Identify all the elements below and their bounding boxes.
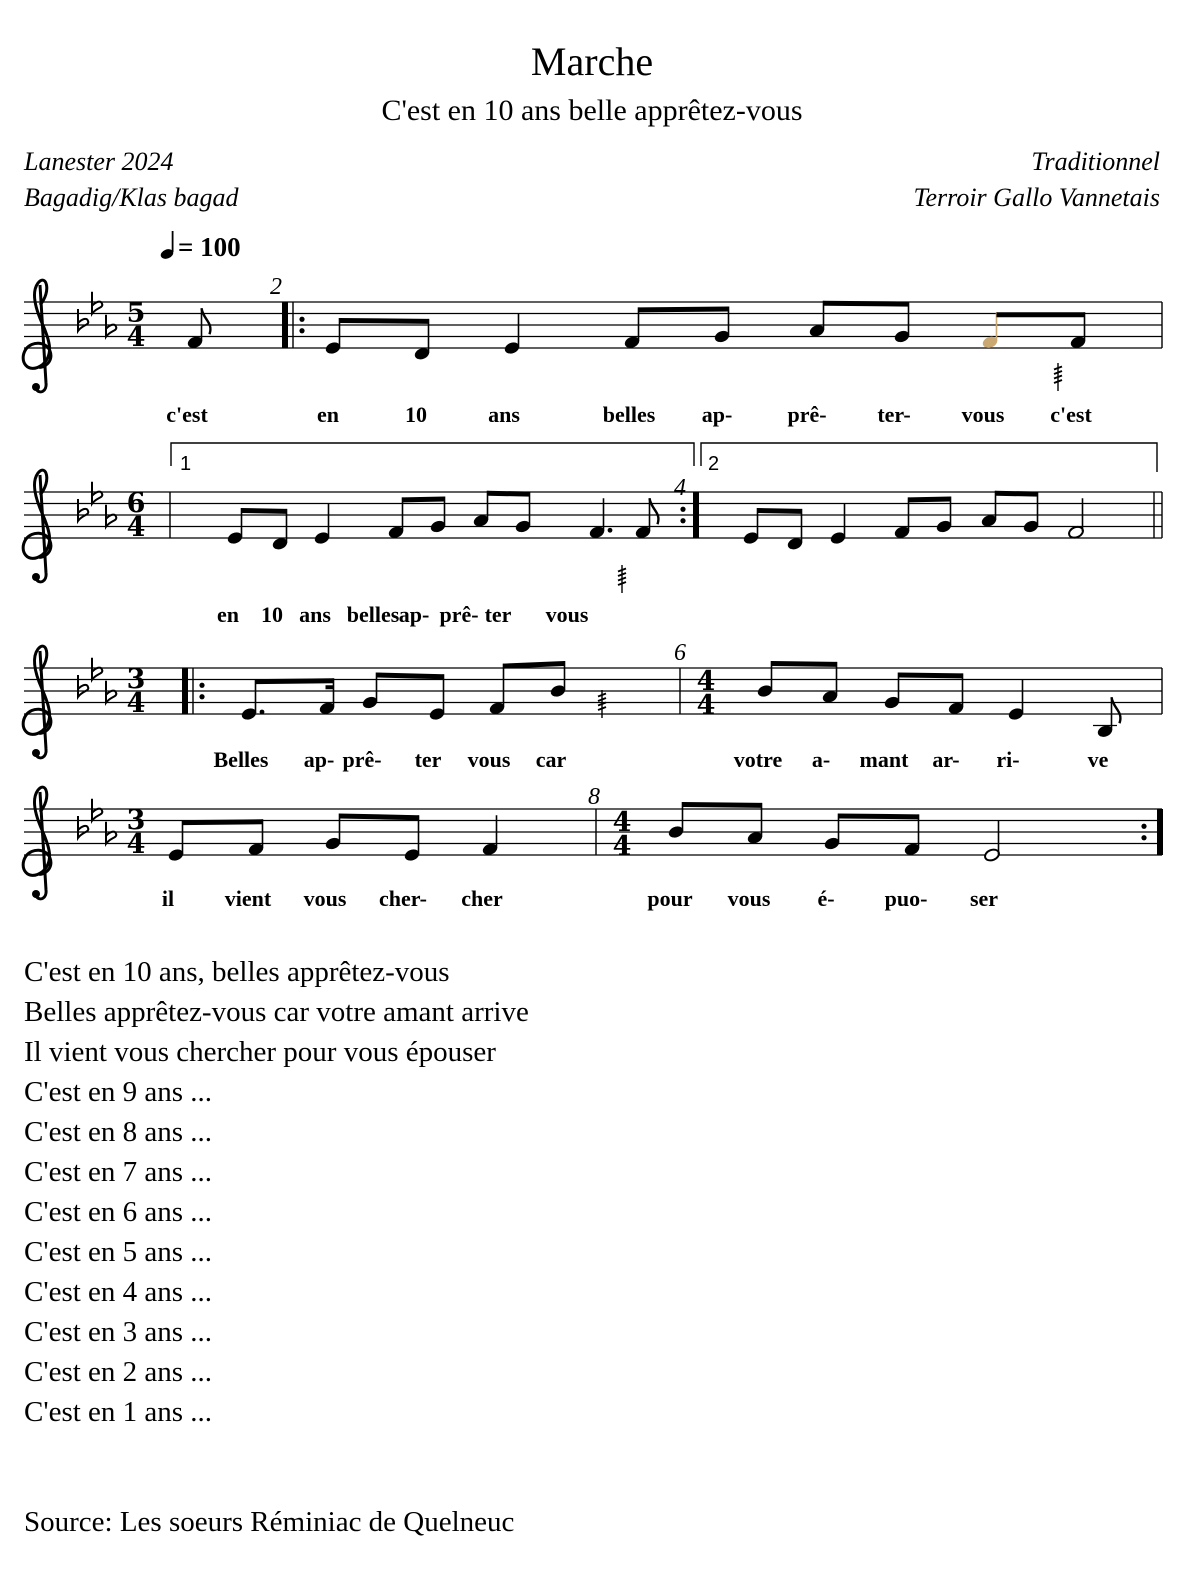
note-flag: [1112, 697, 1121, 723]
verse-line: C'est en 2 ans ...: [24, 1356, 213, 1388]
start-repeat-barline: [282, 302, 288, 348]
beam: [340, 318, 429, 324]
repeat-dot: [680, 507, 685, 512]
lyric-syllable: cher-: [378, 886, 428, 911]
lyric-syllable: ter-: [877, 402, 911, 427]
composer-label: Traditionnel: [1031, 147, 1160, 176]
repeat-dot: [299, 328, 304, 333]
page-title: Marche: [530, 39, 654, 84]
flat-icon: [78, 675, 88, 697]
beam: [403, 497, 445, 503]
lyric-syllable: c'est: [166, 402, 208, 427]
tremolo-slash: [618, 569, 626, 572]
lyric-syllable: ar-: [932, 747, 960, 772]
lyric-syllable: c'est: [1050, 402, 1092, 427]
tremolo-slash: [598, 707, 606, 710]
lyric-syllable: ap-: [701, 402, 733, 427]
lyric-syllable: ap-: [303, 747, 335, 772]
beam: [183, 819, 263, 825]
lyric-syllable: belles: [346, 602, 400, 627]
flat-icon: [106, 315, 116, 337]
region-label: Terroir Gallo Vannetais: [913, 183, 1160, 212]
tremolo-slash: [1054, 371, 1062, 374]
end-repeat-barline: [1157, 809, 1163, 855]
flat-icon: [92, 799, 102, 821]
flat-icon: [78, 309, 88, 331]
time-signature-top: 4: [612, 807, 632, 838]
time-signature-bottom: 4: [126, 829, 146, 860]
measure-number: 2: [270, 274, 282, 300]
lyric-syllable: mant: [859, 747, 909, 772]
lyric-syllable: belles: [602, 402, 656, 427]
repeat-dot: [1141, 835, 1146, 840]
beam: [772, 661, 837, 667]
verse-line: C'est en 10 ans, belles apprêtez-vous: [24, 956, 450, 988]
lyric-syllable: prê-: [342, 747, 382, 772]
time-signature-bottom: 4: [126, 688, 146, 719]
beam: [377, 673, 444, 680]
verse-line: C'est en 9 ans ...: [24, 1076, 213, 1108]
lyric-syllable: ser: [969, 886, 999, 911]
lyric-syllable: vous: [467, 747, 511, 772]
flat-icon: [92, 482, 102, 504]
beam: [839, 814, 919, 820]
tremolo-slash: [618, 578, 626, 581]
verse-line: Belles apprêtez-vous car votre amant arrive: [24, 996, 529, 1028]
volta-bracket-1: [171, 443, 694, 466]
time-signature-bottom: 4: [612, 831, 632, 862]
end-repeat-barline: [693, 492, 699, 538]
augmentation-dot: [608, 528, 613, 533]
lyric-syllable: prê-: [787, 402, 827, 427]
flat-icon: [106, 505, 116, 527]
time-signature-top: 3: [126, 664, 146, 695]
tremolo-slash: [1054, 380, 1062, 383]
lyric-syllable: ri-: [996, 747, 1020, 772]
verse-line: C'est en 6 ans ...: [24, 1196, 213, 1228]
lyric-syllable: en: [317, 402, 339, 427]
volta-label: 2: [708, 453, 720, 475]
time-signature-bottom: 4: [126, 512, 146, 543]
repeat-dot: [680, 518, 685, 523]
beam: [909, 497, 951, 503]
lyric-syllable: vous: [303, 886, 347, 911]
lyric-syllable: vient: [224, 886, 272, 911]
note-flag: [650, 498, 659, 524]
flat-icon: [78, 499, 88, 521]
repeat-dot: [199, 683, 204, 688]
beam: [256, 678, 334, 684]
beam: [639, 307, 729, 313]
volta-label: 1: [180, 453, 192, 475]
flat-icon: [106, 822, 116, 844]
time-signature-top: 6: [126, 488, 146, 519]
repeat-dot: [299, 317, 304, 322]
beam: [824, 301, 909, 307]
beam: [997, 312, 1085, 317]
verse-line: Il vient vous chercher pour vous épouser: [24, 1036, 496, 1068]
lyric-syllable: cher: [461, 886, 503, 911]
lyric-syllable: ans: [299, 602, 331, 627]
tremolo-slash: [598, 698, 606, 701]
tremolo-slash: [618, 582, 626, 585]
beam: [488, 491, 530, 497]
time-signature-bottom: 4: [126, 322, 146, 353]
lyric-syllable: ap-: [398, 602, 430, 627]
beam: [996, 491, 1038, 497]
flat-icon: [78, 816, 88, 838]
verse-line: C'est en 5 ans ...: [24, 1236, 213, 1268]
lyric-syllable: vous: [545, 602, 589, 627]
lyric-syllable: il: [161, 886, 175, 911]
beam: [899, 673, 963, 679]
measure-number: 6: [674, 640, 686, 666]
lyric-syllable: vous: [727, 886, 771, 911]
verse-text: [24, 952, 529, 1432]
measure-number: 8: [588, 784, 600, 810]
verse-line: C'est en 7 ans ...: [24, 1156, 213, 1188]
lyric-syllable: Belles: [213, 747, 269, 772]
flat-icon: [92, 292, 102, 314]
tremolo-slash: [1054, 367, 1062, 370]
score-layer: [23, 274, 1163, 911]
note-flag: [202, 308, 211, 334]
lyric-syllable: ter: [414, 747, 442, 772]
page-subtitle: C'est en 10 ans belle apprêtez-vous: [381, 94, 803, 127]
lyric-syllable: puo-: [884, 886, 928, 911]
ensemble-name: Bagadig/Klas bagad: [24, 183, 239, 212]
verse-line: C'est en 1 ans ...: [24, 1396, 213, 1428]
beam: [340, 814, 419, 821]
measure-number: 4: [674, 475, 686, 501]
beam: [758, 508, 802, 514]
time-signature-top: 3: [126, 805, 146, 836]
time-signature-top: 4: [696, 666, 716, 697]
source-credit: Source: Les soeurs Réminiac de Quelneuc: [24, 1506, 515, 1538]
location-year: Lanester 2024: [24, 147, 174, 176]
lyric-syllable: car: [535, 747, 567, 772]
verse-line: C'est en 3 ans ...: [24, 1316, 213, 1348]
volta-bracket-2: [701, 443, 1157, 472]
lyric-syllable: ter: [484, 602, 512, 627]
repeat-dot: [1141, 824, 1146, 829]
verse-line: C'est en 4 ans ...: [24, 1276, 213, 1308]
time-signature-bottom: 4: [696, 690, 716, 721]
repeat-dot: [199, 694, 204, 699]
lyric-syllable: ans: [488, 402, 520, 427]
tremolo-slash: [1054, 376, 1062, 379]
lyric-syllable: votre: [733, 747, 783, 772]
start-repeat-barline: [182, 668, 188, 714]
flat-icon: [106, 681, 116, 703]
lyric-syllable: pour: [647, 886, 693, 911]
flat-icon: [92, 658, 102, 680]
lyric-syllable: é-: [817, 886, 835, 911]
beam: [242, 508, 287, 514]
tremolo-slash: [618, 573, 626, 576]
lyric-syllable: ve: [1087, 747, 1109, 772]
beam: [683, 802, 762, 808]
lyric-syllable: prê-: [439, 602, 479, 627]
lyric-syllable: vous: [961, 402, 1005, 427]
tempo-value: = 100: [178, 232, 241, 262]
augmentation-dot: [260, 710, 265, 715]
verse-line: C'est en 8 ans ...: [24, 1116, 213, 1148]
tremolo-slash: [598, 694, 606, 697]
time-signature-top: 5: [126, 298, 146, 329]
lyric-syllable: 10: [405, 402, 427, 427]
lyric-syllable: 10: [261, 602, 283, 627]
lyric-syllable: a-: [811, 747, 831, 772]
lyric-syllable: en: [217, 602, 239, 627]
